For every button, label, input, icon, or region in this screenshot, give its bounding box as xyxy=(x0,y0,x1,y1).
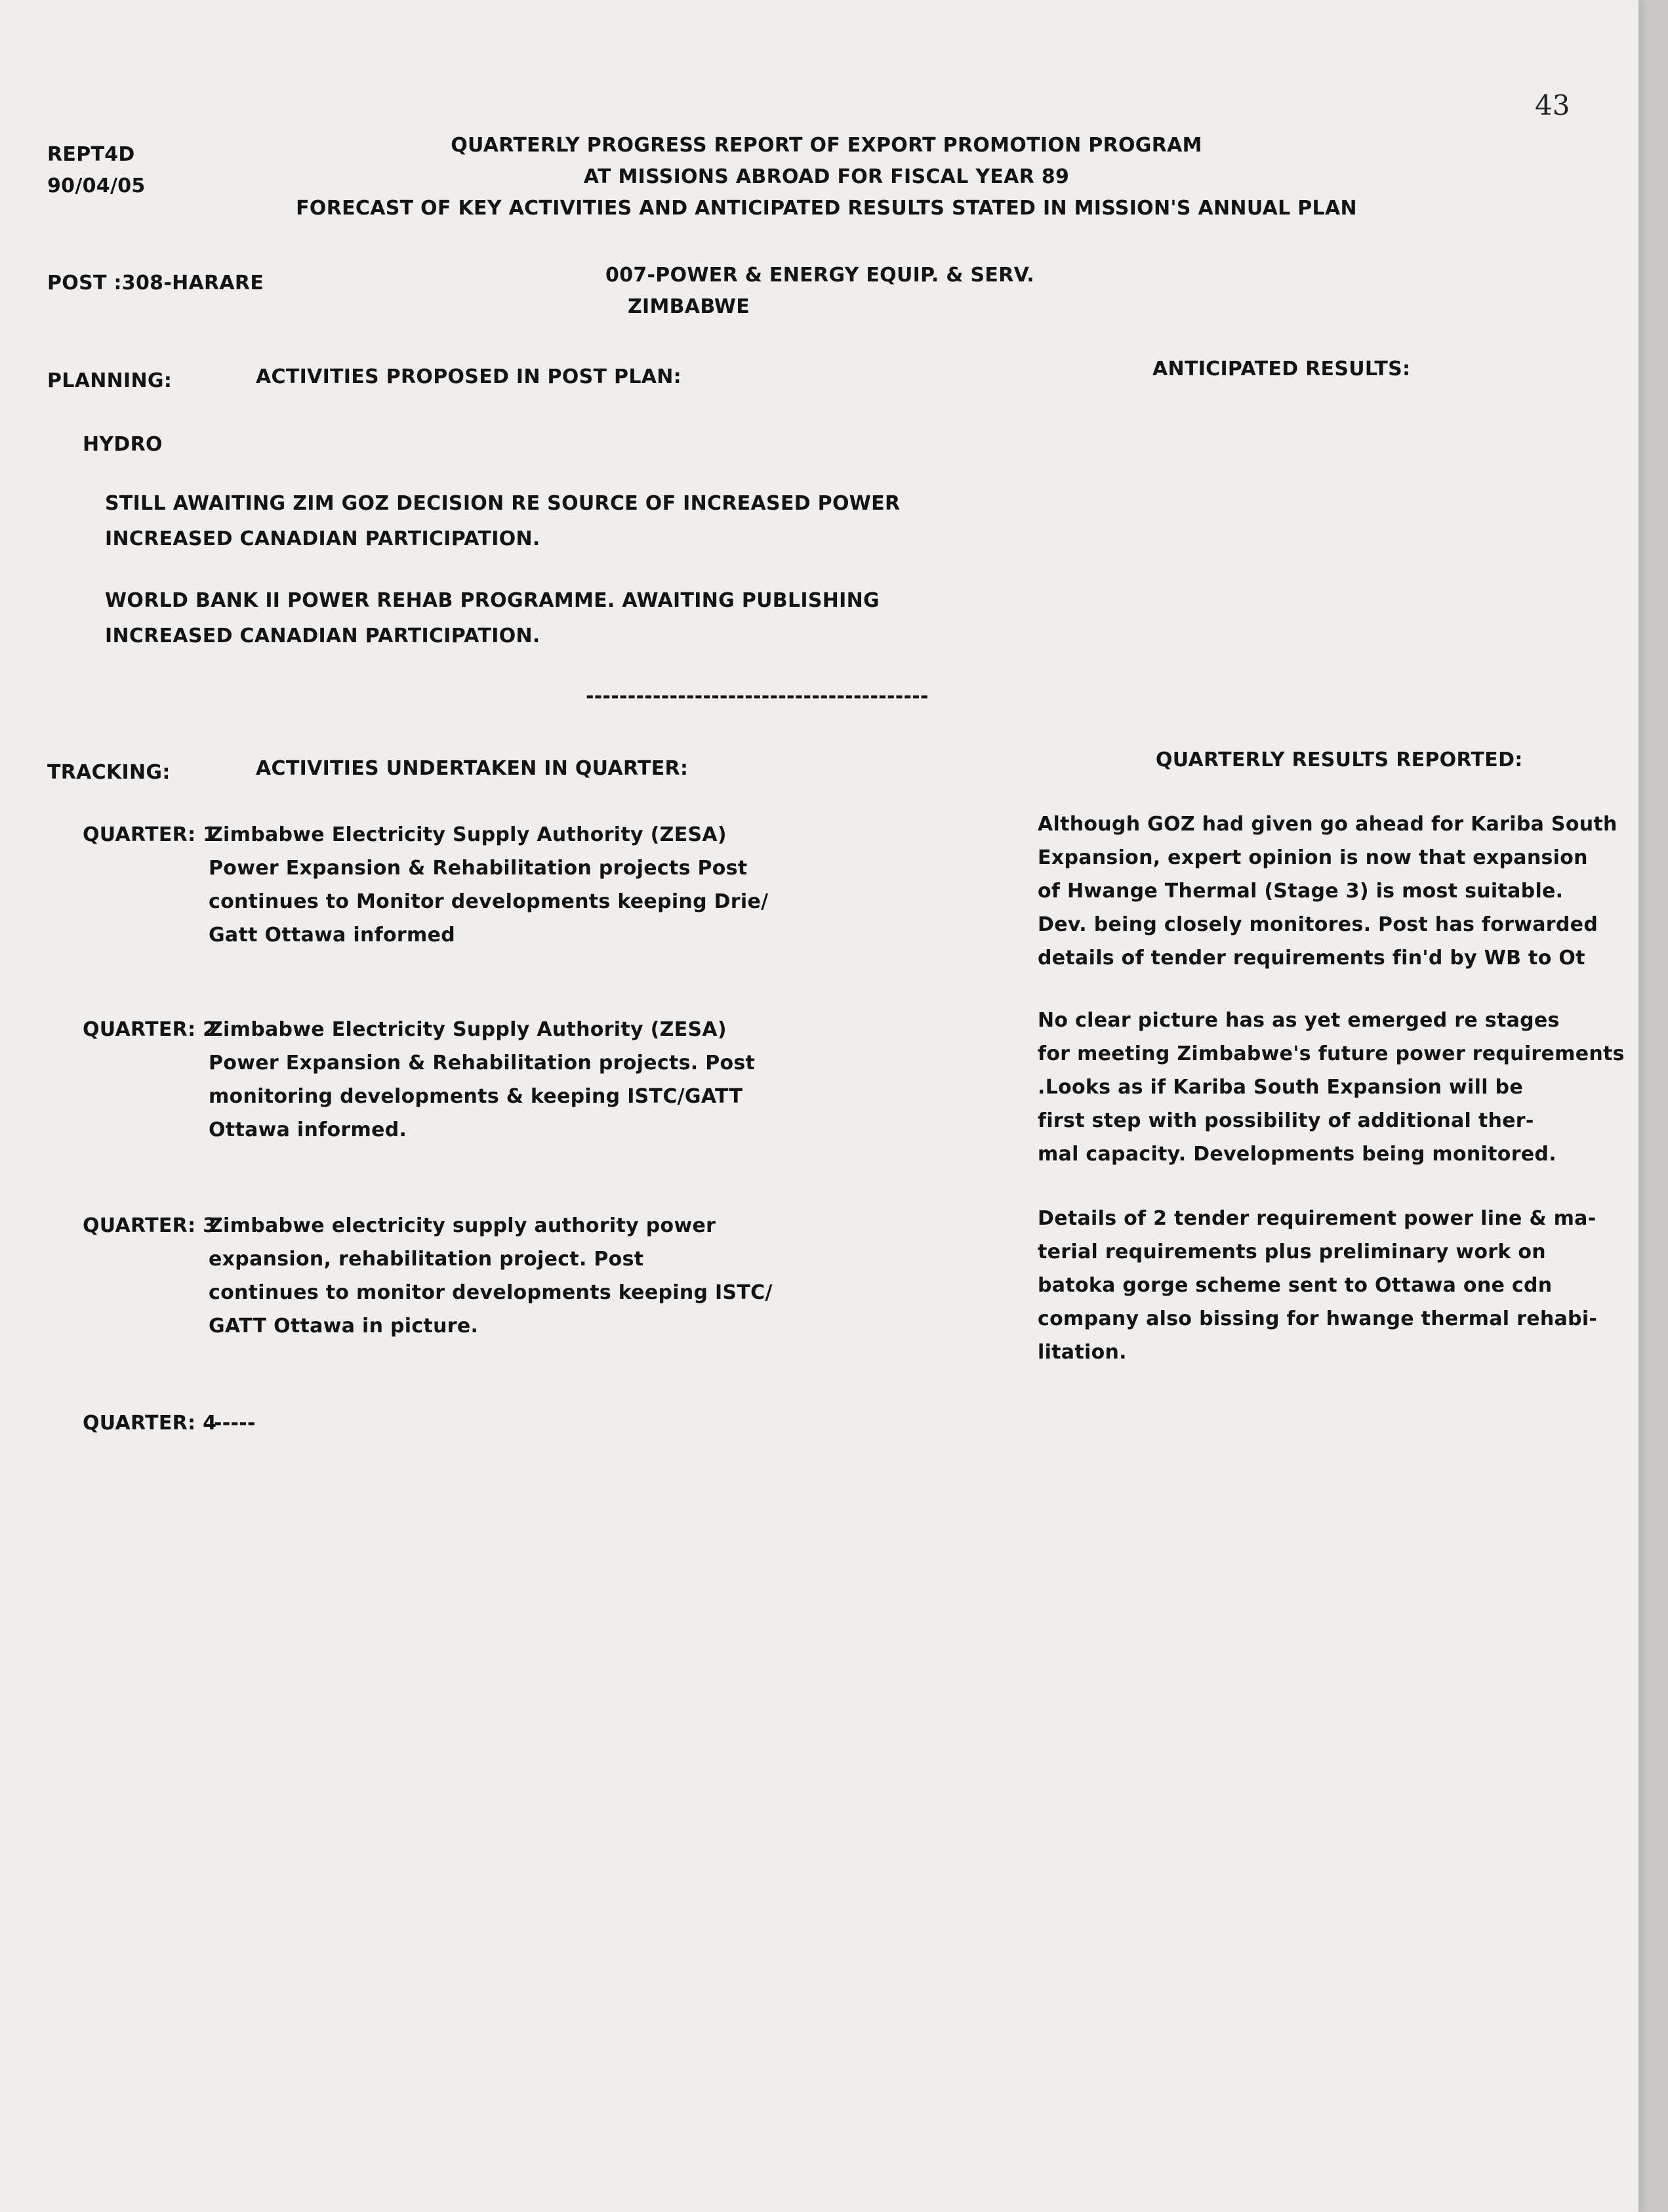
quarter-1-result-line: Expansion, expert opinion is now that expansion xyxy=(1038,846,1588,869)
quarter-3-activity-line: Zimbabwe electricity supply authority power xyxy=(209,1214,716,1237)
report-title-line1: QUARTERLY PROGRESS REPORT OF EXPORT PROMOTION PROGRAM xyxy=(451,134,1202,157)
quarter-1-label: QUARTER: 1 xyxy=(83,823,217,846)
planning-label: PLANNING: xyxy=(47,369,173,392)
planning-item-1-line2: INCREASED CANADIAN PARTICIPATION. xyxy=(105,527,540,550)
tracking-results-heading: QUARTERLY RESULTS REPORTED: xyxy=(1156,748,1523,771)
quarter-1-activity-line: continues to Monitor developments keeping Drie/ xyxy=(209,890,769,913)
quarter-3-activity-line: expansion, rehabilitation project. Post xyxy=(209,1248,644,1271)
planning-item-2-line2: INCREASED CANADIAN PARTICIPATION. xyxy=(105,625,540,647)
quarter-3-result-line: Details of 2 tender requirement power line & ma- xyxy=(1038,1207,1597,1230)
report-date: 90/04/05 xyxy=(47,174,146,197)
quarter-2-result-line: for meeting Zimbabwe's future power requirements xyxy=(1038,1042,1625,1065)
quarter-3-result-line: company also bissing for hwange thermal rehabi- xyxy=(1038,1307,1598,1330)
quarter-1-activity-line: Zimbabwe Electricity Supply Authority (ZESA) xyxy=(209,823,727,846)
section-separator: ----------------------------------------- xyxy=(586,685,929,708)
planning-item-1-line1: STILL AWAITING ZIM GOZ DECISION RE SOURCE OF INCREASED POWER xyxy=(105,492,901,515)
quarter-2-activity-line: monitoring developments & keeping ISTC/GATT xyxy=(209,1085,743,1108)
quarter-1-activity-line: Gatt Ottawa informed xyxy=(209,924,456,947)
quarter-2-activity-line: Ottawa informed. xyxy=(209,1118,407,1141)
report-title-line2: AT MISSIONS ABROAD FOR FISCAL YEAR 89 xyxy=(583,165,1070,188)
quarter-2-label: QUARTER: 2 xyxy=(83,1018,217,1041)
quarter-2-result-line: .Looks as if Kariba South Expansion will be xyxy=(1038,1076,1523,1099)
quarter-2-result-line: mal capacity. Developments being monitored. xyxy=(1038,1143,1556,1166)
quarter-1-activity-line: Power Expansion & Rehabilitation projects Post xyxy=(209,857,748,880)
quarter-1-result-line: of Hwange Thermal (Stage 3) is most suitable. xyxy=(1038,880,1564,903)
quarter-2-activity-line: Power Expansion & Rehabilitation projects. Post xyxy=(209,1052,756,1075)
quarter-1-result-line: Although GOZ had given go ahead for Kariba South xyxy=(1038,813,1617,836)
quarter-4-empty-marker: ----- xyxy=(214,1412,256,1435)
planning-item-2-line1: WORLD BANK II POWER REHAB PROGRAMME. AWAITING PUBLISHING xyxy=(105,589,880,612)
quarter-3-activity-line: GATT Ottawa in picture. xyxy=(209,1315,479,1338)
quarter-1-result-line: Dev. being closely monitores. Post has forwarded xyxy=(1038,913,1598,936)
quarter-2-result-line: first step with possibility of additional ther- xyxy=(1038,1109,1534,1132)
subsector-label: HYDRO xyxy=(83,433,163,456)
quarter-4-label: QUARTER: 4 xyxy=(83,1412,217,1435)
sector-name: 007-POWER & ENERGY EQUIP. & SERV. xyxy=(605,264,1034,287)
quarter-1-result-line: details of tender requirements fin'd by WB to Ot xyxy=(1038,947,1585,970)
quarter-3-result-line: terial requirements plus preliminary work on xyxy=(1038,1240,1546,1263)
planning-activities-heading: ACTIVITIES PROPOSED IN POST PLAN: xyxy=(256,365,681,388)
report-code: REPT4D xyxy=(47,143,135,166)
page-number: 43 xyxy=(1535,89,1570,121)
tracking-activities-heading: ACTIVITIES UNDERTAKEN IN QUARTER: xyxy=(256,757,689,780)
tracking-label: TRACKING: xyxy=(47,761,171,784)
report-title-line3: FORECAST OF KEY ACTIVITIES AND ANTICIPATED RESULTS STATED IN MISSION'S ANNUAL PLAN xyxy=(296,197,1357,220)
country-name: ZIMBABWE xyxy=(627,295,750,318)
post-label: POST :308-HARARE xyxy=(47,272,264,295)
quarter-3-label: QUARTER: 3 xyxy=(83,1214,217,1237)
quarter-3-activity-line: continues to monitor developments keeping ISTC/ xyxy=(209,1281,773,1304)
quarter-2-activity-line: Zimbabwe Electricity Supply Authority (ZESA) xyxy=(209,1018,727,1041)
quarter-2-result-line: No clear picture has as yet emerged re stages xyxy=(1038,1009,1560,1032)
quarter-3-result-line: batoka gorge scheme sent to Ottawa one cdn xyxy=(1038,1274,1553,1297)
quarter-3-result-line: litation. xyxy=(1038,1341,1127,1364)
planning-results-heading: ANTICIPATED RESULTS: xyxy=(1152,358,1411,380)
